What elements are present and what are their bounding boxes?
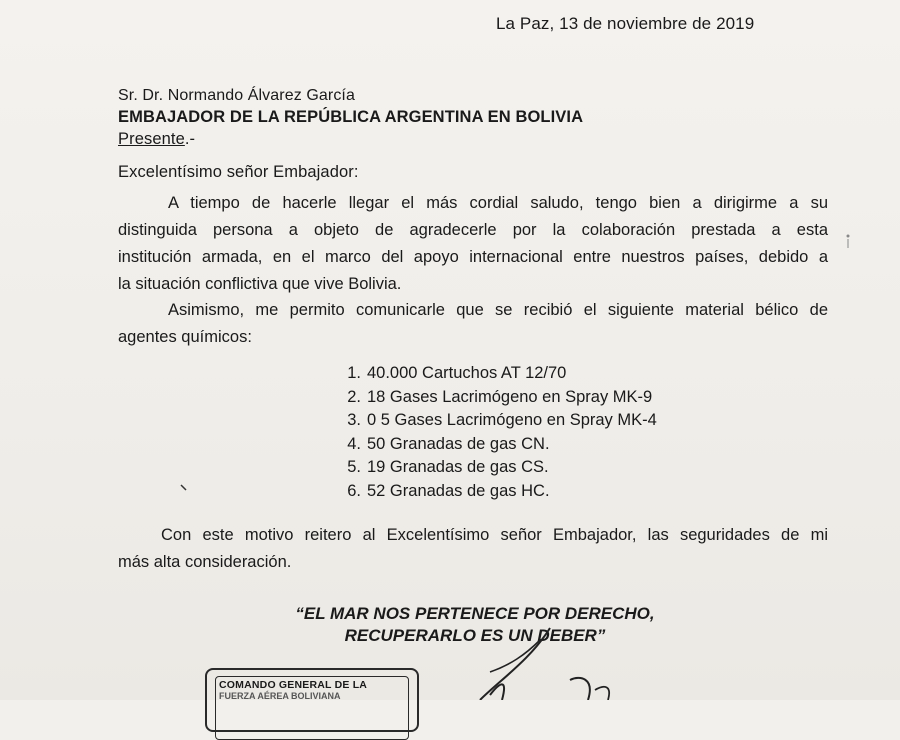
paragraph-line: Asimismo, me permito comunicarle que se recibió el siguiente material bélico de xyxy=(168,301,828,319)
list-item-text: 50 Granadas de gas CN. xyxy=(367,434,550,453)
motto-line-2: RECUPERARLO ES UN DEBER” xyxy=(344,626,606,645)
list-item xyxy=(333,456,657,480)
list-item-number: 2. xyxy=(347,387,361,406)
presente-suffix: .- xyxy=(184,130,196,148)
addressee-name: Sr. Dr. Normando Álvarez García xyxy=(118,87,355,104)
list-item-text: 18 Gases Lacrimógeno en Spray MK-9 xyxy=(367,387,653,406)
salutation: Excelentísimo señor Embajador: xyxy=(118,163,359,181)
list-item-number: 3. xyxy=(347,411,361,429)
list-item xyxy=(333,409,657,433)
list-item-text: 19 Granadas de gas CS. xyxy=(367,458,549,476)
paragraph-line: Con este motivo reitero al Excelentísimo señor Embajador, las seguridades de mi xyxy=(161,526,828,544)
paragraph-line: más alta consideración. xyxy=(118,553,292,571)
paragraph-material xyxy=(118,297,828,351)
paragraph-gratitude xyxy=(118,190,828,298)
signature-scribble xyxy=(430,620,630,700)
addressee-title: EMBAJADOR DE LA REPÚBLICA ARGENTINA EN BOLIVIA xyxy=(118,108,584,126)
list-item xyxy=(333,433,657,457)
letter-date: La Paz, 13 de noviembre de 2019 xyxy=(496,14,755,33)
list-item xyxy=(333,362,657,386)
paragraph-line: institución armada, en el marco del apoyo internacional entre nuestros países, debido a xyxy=(118,248,828,266)
list-item xyxy=(333,480,657,504)
material-list xyxy=(333,362,657,503)
stamp-text-line-2: FUERZA AÉREA BOLIVIANA xyxy=(219,691,341,701)
institutional-stamp xyxy=(205,668,419,732)
list-item-text: 52 Granadas de gas HC. xyxy=(367,481,550,500)
paragraph-line: la situación conflictiva que vive Bolivia. xyxy=(118,275,402,293)
stamp-text-line-1: COMANDO GENERAL DE LA xyxy=(219,679,368,691)
presente-word: Presente xyxy=(118,130,185,148)
paragraph-line: distinguida persona a objeto de agradecerle por la colaboración prestada a esta xyxy=(118,221,828,239)
presente-line xyxy=(118,129,195,149)
motto-line-1: “EL MAR NOS PERTENECE POR DERECHO, xyxy=(295,604,655,623)
list-item xyxy=(333,386,657,410)
paragraph-line: agentes químicos: xyxy=(118,328,252,346)
paper-mark xyxy=(842,232,854,250)
list-item-text: 40.000 Cartuchos AT 12/70 xyxy=(367,364,567,382)
list-item-text: 0 5 Gases Lacrimógeno en Spray MK-4 xyxy=(367,411,657,429)
list-item-number: 4. xyxy=(347,434,361,453)
paragraph-closing xyxy=(118,522,828,576)
list-item-number: 6. xyxy=(347,481,361,500)
paragraph-line: A tiempo de hacerle llegar el más cordial saludo, tengo bien a dirigirme a su xyxy=(168,194,828,212)
list-item-number: 5. xyxy=(347,458,361,476)
ink-speck xyxy=(180,484,188,492)
list-item-number: 1. xyxy=(347,364,361,382)
